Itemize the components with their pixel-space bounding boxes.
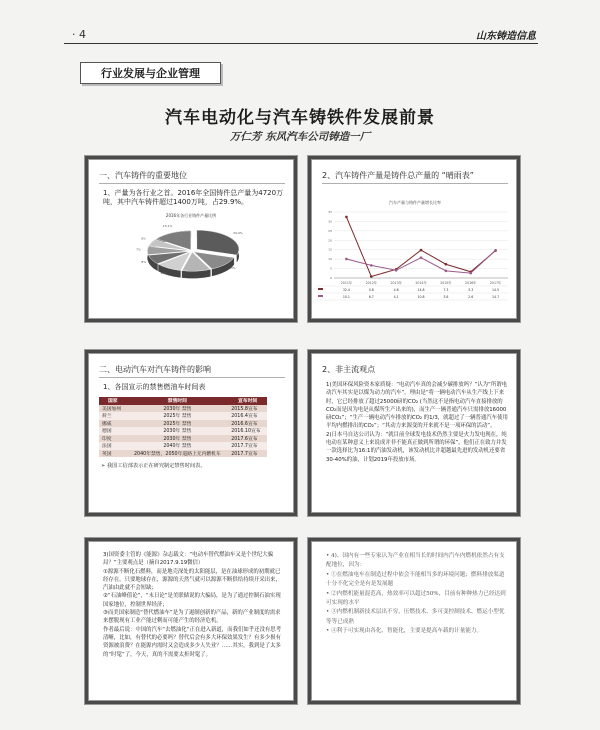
- table-header: 宣布时间: [228, 397, 267, 405]
- legend-swatch: [318, 295, 323, 297]
- table-value: 14.7: [492, 295, 500, 299]
- data-point: [494, 249, 497, 252]
- table-header: 国家: [99, 397, 127, 405]
- slide-energy-magazine: [88, 541, 294, 701]
- table-value: 6.7: [368, 295, 374, 299]
- article-title: 汽车电动化与汽车铸铁件发展前景: [165, 108, 435, 128]
- table-cell: 2030年 禁售: [127, 435, 229, 443]
- data-point: [420, 249, 423, 252]
- table-cell: 2040年 禁售: [127, 442, 229, 450]
- section-tag: 行业发展与企业管理: [80, 62, 221, 84]
- y-tick-label: 5: [330, 266, 332, 271]
- list-item: • ①在燃油电车在制造过程中依会不能相当多的环境问题；燃料排放渠道十分不化完全是有是发展题: [326, 571, 505, 588]
- x-tick-label: 2017年: [489, 281, 502, 285]
- table-cell: 2030年 禁售: [127, 405, 229, 413]
- table-row: [99, 405, 267, 413]
- data-point: [445, 263, 448, 266]
- slide-heading: 2、非主流观点: [322, 365, 376, 374]
- table-cell: 荷兰: [99, 412, 127, 420]
- table-cell: 英国: [99, 450, 127, 458]
- data-point: [395, 269, 398, 272]
- table-cell: 德国: [99, 427, 127, 435]
- y-tick-label: 30: [328, 219, 332, 224]
- list-item: • ③内燃机制新技术层出不穷，压燃技术、多可变控制技术、燃运小型优等等已成熟: [326, 609, 505, 625]
- data-point: [345, 258, 348, 261]
- y-tick-label: 15: [328, 247, 332, 252]
- y-tick-label: 25: [328, 228, 332, 233]
- table-cell: 2025年 禁售: [127, 412, 229, 420]
- paragraph: 3)国资委主管的《能源》杂志载文：“电动车替代燃油车又是个世纪大骗局？”主要观点是（摘自2017.9.19微信）: [103, 552, 274, 567]
- pie-label: 13%: [229, 265, 236, 270]
- table-value: 3.8: [443, 295, 449, 299]
- pie-chart: [89, 219, 294, 299]
- table-header: 禁售时间: [127, 397, 229, 405]
- data-point: [469, 272, 472, 275]
- pie-label: 8%: [141, 259, 147, 264]
- x-tick-label: 2015年: [440, 281, 452, 285]
- list-item: • ④利于可实现由各化、智能化，主要是提高车载的计量能力。: [326, 628, 483, 635]
- paragraph: 1)美国环保风险资本家质疑：“电动汽车真的会减少碳排放吗？”认为“所谓电动汽车其实是以煤为动力的汽车”。理由是“将一辆电动汽车从生产线上下来时，它已经排放了超过25000磅的CO₂ (当然这不是指电动汽车直接排放的CO₂而是因为电是从煤所生产出来的)，而生产一辆普通汽车只需排放16000磅CO₂”；“生产一辆电动汽车排放的CO₂ 的1/3，就超过了一辆普通汽车使用平均内燃排出的CO₂”；“其动力来源变的开来就不是一项环保的活动”。: [326, 382, 508, 430]
- paragraph: ①源源不断化石燃料，而是地壳深处的太阳能层，是在油球形成的初期就已经存在，只要地球存在，源源的天然气就可以源源不断供给持续开采出来，汽油由此就不会短缺；: [103, 568, 281, 592]
- table-cell: 挪威: [99, 420, 127, 428]
- x-tick-label: 2013年: [390, 281, 402, 285]
- table-cell: 2040年禁售，2050年道路上无内燃机车: [127, 450, 229, 458]
- table-cell: 2017.7宣布: [228, 442, 267, 450]
- table-value: 14.8: [417, 288, 425, 292]
- paragraph: ②“石油峰值论”，“末日论”是美联储说的大骗局，是为了通过控制石油实现国家地位，控制世界经济；: [103, 593, 281, 608]
- pie-label: 10%: [160, 271, 167, 276]
- table-value: 2.6: [468, 295, 474, 299]
- article-byline: 万仁芳 东风汽车公司铸造一厂: [229, 131, 371, 143]
- y-tick-label: 0: [330, 276, 332, 280]
- table-cell: 2025年 禁售: [127, 420, 229, 428]
- table-value: 4.6: [393, 288, 399, 292]
- chart-title: 汽车产量与铸件产量增长比率: [389, 200, 441, 205]
- slide-non-mainstream: [311, 353, 517, 513]
- table-value: 14.5: [492, 288, 500, 292]
- legend-swatch: [318, 288, 323, 290]
- table-value: 7.3: [443, 288, 449, 292]
- table-cell: 2017.7宣布: [228, 450, 267, 458]
- data-point: [445, 270, 448, 273]
- table-value: 32.4: [342, 288, 350, 292]
- pie-label: 7%: [136, 247, 141, 252]
- chart-title: 2016年各行业铸件产量比例: [165, 213, 217, 218]
- table-row: [99, 420, 267, 428]
- data-point: [370, 264, 373, 267]
- table-row: [99, 427, 267, 435]
- y-tick-label: 35: [328, 210, 332, 214]
- data-point: [370, 275, 373, 278]
- slide-note: ➢ 我国工信部表示正在研究制定禁售时间表。: [101, 463, 206, 469]
- x-tick-label: 2012年: [365, 281, 377, 285]
- series-line: [346, 217, 495, 277]
- slide-body: [326, 552, 508, 637]
- table-value: 0.8: [368, 288, 374, 292]
- table-row: [99, 412, 267, 420]
- table-value: 3.3: [468, 288, 474, 292]
- slide-heading: 2、汽车铸件产量是铸件总产量的 “晴雨表”: [322, 170, 508, 184]
- page-number: · 4: [72, 28, 86, 41]
- slide-text: 1、产量为各行业之首。2016年全国铸件总产量为4720万吨，其中汽车铸件超过1400万吨，占29.9%。: [103, 189, 284, 206]
- table-cell: 2016.4宣布: [228, 412, 267, 420]
- pie-label: 11%: [194, 275, 201, 280]
- table-row: [99, 442, 267, 450]
- header-rule: [64, 43, 538, 44]
- table-value: 4.1: [393, 295, 399, 299]
- x-tick-label: 2011年: [340, 281, 353, 285]
- table-row: [99, 450, 267, 458]
- table-cell: 2017.6宣布: [228, 435, 267, 443]
- slide-heading: 二、电动汽车对汽车铸件的影响: [99, 364, 285, 378]
- y-tick-label: 10: [328, 257, 332, 262]
- table-cell: 法国: [99, 442, 127, 450]
- slide-subheading: 1、各国宣示的禁售燃油车时间表: [103, 383, 206, 391]
- pie-label: 29.9%: [233, 230, 243, 235]
- table-value: 10.1: [342, 295, 350, 299]
- slide-barometer: [311, 159, 517, 319]
- pie-label: 15.1%: [162, 223, 173, 228]
- table-row: [99, 435, 267, 443]
- slide-casting-importance: [88, 159, 294, 319]
- x-tick-label: 2016年: [465, 281, 477, 285]
- paragraph: 2)日本马自达公司认为：“就目前全球发电技术仍然主要是火力发电现在，纯电动在某种意义上来说成并非不能真正做到所谓的环保”，他们正在致力并发一款选择比为16:1的汽油发动机，该发动机比并超越最先进的发动机还要省30-40%的油，计划2019年投放市场。: [326, 431, 507, 463]
- list-item: • ②内燃机能量混范高，热效率可以超过50%，目前有种种热力已经达到可实现的水平: [326, 590, 506, 607]
- paragraph: ③而美国家制造“替代燃油车”是为了遏制创新的产品，新的产业制度的需求来摆脱现有工业产能过剩而可能产生的经济危机。: [103, 610, 281, 625]
- table-cell: 2015.8宣布: [228, 405, 267, 413]
- table-cell: 2016.6宣布: [228, 420, 267, 428]
- table-cell: 2030年 禁售: [127, 427, 229, 435]
- table-value: 10.8: [417, 295, 425, 299]
- pie-label: 6%: [141, 236, 146, 241]
- list-item: • 4)、国内有一些专家认为产业在相当长的时间内汽车内燃机依然占有支配地位，因为：: [326, 553, 505, 569]
- slide-heading: 一、汽车铸件的重要地位: [99, 170, 285, 184]
- journal-name: 山东铸造信息: [476, 31, 536, 42]
- slide-body: [103, 551, 285, 659]
- line-chart: [312, 184, 517, 314]
- data-point: [420, 256, 423, 259]
- data-point: [345, 216, 348, 219]
- y-tick-label: 20: [328, 238, 332, 243]
- ban-timeline-table: [99, 397, 267, 457]
- paragraph: 作者最后说：中国的汽车“去燃油化”正在进入新道，而我们如乎还没有思考清晰，比如，有替代的必要吗？替代后会有多大环保效果发生？有多少损有资源被浪费？在能源内需时又会造成多少人失业？……其实，我到是了太多的“时髦”了，今天，真的不需要太折时髦了。: [103, 626, 282, 658]
- slide-body: [326, 381, 508, 464]
- table-cell: 印度: [99, 435, 127, 443]
- slide-expert-view: [311, 541, 517, 701]
- x-tick-label: 2014年: [415, 281, 427, 285]
- table-cell: 2016.10宣布: [228, 427, 267, 435]
- table-cell: 美国加州: [99, 405, 127, 413]
- slide-ev-impact: [88, 353, 294, 513]
